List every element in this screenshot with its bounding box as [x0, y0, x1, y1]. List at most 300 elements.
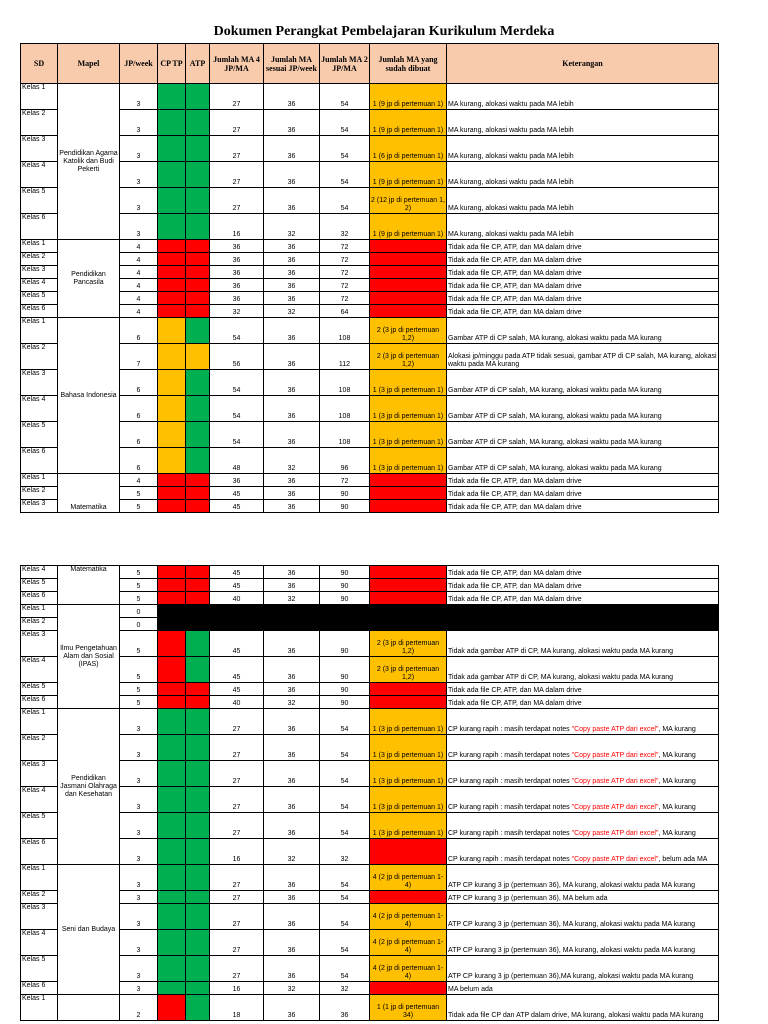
keterangan-suffix: , MA kurang: [658, 830, 696, 837]
col-header-jp: JP/week: [120, 44, 158, 84]
kelas-cell: Kelas 5: [21, 422, 58, 448]
table-row: [21, 735, 719, 761]
keterangan-cell: Tidak ada file CP, ATP, dan MA dalam drive: [447, 253, 719, 266]
keterangan-cell: Tidak ada file CP, ATP, dan MA dalam drive: [447, 474, 719, 487]
jp-cell: 5: [120, 631, 158, 657]
notes-red-text: "Copy paste ATP dari excel": [571, 830, 659, 837]
ma-sesuai-cell: 32: [264, 305, 320, 318]
atp-status: [186, 292, 210, 305]
atp-status: [186, 305, 210, 318]
table-row: [21, 292, 719, 305]
atp-status: [186, 240, 210, 253]
ma2-cell: 72: [320, 279, 370, 292]
kelas-cell: Kelas 1: [21, 240, 58, 253]
keterangan-cell: MA kurang, alokasi waktu pada MA lebih: [447, 84, 719, 110]
cptp-status: [158, 982, 186, 995]
keterangan-text: CP kurang rapih : masih terdapat notes: [448, 752, 570, 759]
ma-dibuat-cell: [370, 579, 447, 592]
atp-status: [186, 982, 210, 995]
ma-dibuat-cell: [370, 500, 447, 513]
ma2-cell: 108: [320, 422, 370, 448]
cptp-status: [158, 396, 186, 422]
jp-cell: 5: [120, 683, 158, 696]
kelas-cell: Kelas 3: [21, 370, 58, 396]
ma-dibuat-cell: 1 (3 jp di pertemuan 1): [370, 709, 447, 735]
cptp-status: [158, 566, 186, 579]
atp-status: [186, 136, 210, 162]
ma2-cell: 54: [320, 930, 370, 956]
ma-sesuai-cell: 36: [264, 891, 320, 904]
table-row: [21, 696, 719, 709]
jp-cell: 0: [120, 605, 158, 618]
atp-status: [186, 904, 210, 930]
ma-sesuai-cell: 32: [264, 448, 320, 474]
atp-status: [186, 162, 210, 188]
kelas-cell: Kelas 5: [21, 292, 58, 305]
atp-status: [186, 631, 210, 657]
ma4-cell: 32: [210, 305, 264, 318]
table-row: [21, 344, 719, 370]
table-row: [21, 566, 719, 579]
keterangan-cell: Tidak ada file CP, ATP, dan MA dalam drive: [447, 566, 719, 579]
ma-dibuat-cell: 1 (9 jp di pertemuan 1): [370, 84, 447, 110]
ma4-cell: 45: [210, 631, 264, 657]
jp-cell: 6: [120, 370, 158, 396]
ma-dibuat-cell: 1 (3 jp di pertemuan 1): [370, 396, 447, 422]
blacked-out-cells: [158, 605, 719, 631]
ma-sesuai-cell: 36: [264, 657, 320, 683]
cptp-status: [158, 253, 186, 266]
jp-cell: 6: [120, 448, 158, 474]
ma2-cell: 108: [320, 396, 370, 422]
table-row: [21, 995, 719, 1021]
table-row: [21, 956, 719, 982]
ma4-cell: 54: [210, 318, 264, 344]
kelas-cell: Kelas 1: [21, 995, 58, 1021]
atp-status: [186, 318, 210, 344]
ma2-cell: 90: [320, 566, 370, 579]
kelas-cell: Kelas 5: [21, 579, 58, 592]
table-row: [21, 474, 719, 487]
atp-status: [186, 396, 210, 422]
cptp-status: [158, 631, 186, 657]
keterangan-cell: MA kurang, alokasi waktu pada MA lebih: [447, 188, 719, 214]
ma2-cell: 72: [320, 266, 370, 279]
ma4-cell: 45: [210, 566, 264, 579]
kelas-cell: Kelas 4: [21, 787, 58, 813]
keterangan-cell: Tidak ada file CP, ATP, dan MA dalam drive: [447, 696, 719, 709]
ma4-cell: 40: [210, 696, 264, 709]
ma-dibuat-cell: 1 (3 jp di pertemuan 1): [370, 448, 447, 474]
atp-status: [186, 422, 210, 448]
jp-cell: 3: [120, 84, 158, 110]
jp-cell: 3: [120, 865, 158, 891]
table-row: [21, 631, 719, 657]
ma4-cell: 45: [210, 683, 264, 696]
ma4-cell: 27: [210, 904, 264, 930]
cptp-status: [158, 487, 186, 500]
ma2-cell: 72: [320, 240, 370, 253]
atp-status: [186, 839, 210, 865]
jp-cell: 3: [120, 891, 158, 904]
keterangan-cell: Tidak ada gambar ATP di CP, MA kurang, alokasi waktu pada MA kurang: [447, 631, 719, 657]
ma2-cell: 72: [320, 292, 370, 305]
ma-dibuat-cell: 1 (9 jp di pertemuan 1): [370, 162, 447, 188]
kelas-cell: Kelas 2: [21, 344, 58, 370]
keterangan-text: CP kurang rapih : masih terdapat notes: [448, 804, 570, 811]
ma-dibuat-cell: 1 (9 jp di pertemuan 1): [370, 110, 447, 136]
ma-dibuat-cell: [370, 292, 447, 305]
mapel-cell: Pendidikan Jasmani Olahraga dan Kesehatan: [58, 709, 120, 865]
col-header-mapel: Mapel: [58, 44, 120, 84]
keterangan-text: CP kurang rapih : masih terdapat notes: [448, 778, 570, 785]
table-row: [21, 188, 719, 214]
keterangan-text: CP kurang rapih : masih terdapat notes: [448, 856, 570, 863]
table-row: [21, 683, 719, 696]
atp-status: [186, 344, 210, 370]
ma4-cell: 27: [210, 110, 264, 136]
kelas-cell: Kelas 6: [21, 839, 58, 865]
cptp-status: [158, 813, 186, 839]
ma4-cell: 16: [210, 214, 264, 240]
keterangan-cell: Tidak ada file CP, ATP, dan MA dalam drive: [447, 240, 719, 253]
mapel-cell: Pendidikan Agama Katolik dan Budi Pekerti: [58, 84, 120, 240]
keterangan-suffix: , MA kurang: [658, 778, 696, 785]
ma-dibuat-cell: 2 (12 jp di pertemuan 1, 2): [370, 188, 447, 214]
jp-cell: 3: [120, 110, 158, 136]
ma-dibuat-cell: 1 (3 jp di pertemuan 1): [370, 422, 447, 448]
keterangan-cell: MA kurang, alokasi waktu pada MA lebih: [447, 136, 719, 162]
jp-cell: 3: [120, 904, 158, 930]
atp-status: [186, 253, 210, 266]
table-row: [21, 370, 719, 396]
cptp-status: [158, 579, 186, 592]
ma2-cell: 90: [320, 631, 370, 657]
jp-cell: 5: [120, 579, 158, 592]
jp-cell: 5: [120, 500, 158, 513]
ma-dibuat-cell: 1 (6 jp di pertemuan 1): [370, 136, 447, 162]
table-row: [21, 84, 719, 110]
ma-sesuai-cell: 36: [264, 396, 320, 422]
ma4-cell: 27: [210, 188, 264, 214]
ma4-cell: 54: [210, 422, 264, 448]
ma4-cell: 16: [210, 839, 264, 865]
ma-dibuat-cell: [370, 474, 447, 487]
ma4-cell: 36: [210, 292, 264, 305]
jp-cell: 5: [120, 487, 158, 500]
col-header-ma2: Jumlah MA 2 JP/MA: [320, 44, 370, 84]
ma2-cell: 108: [320, 370, 370, 396]
keterangan-cell: MA kurang, alokasi waktu pada MA lebih: [447, 214, 719, 240]
mapel-cell: Bahasa Indonesia: [58, 318, 120, 474]
cptp-status: [158, 709, 186, 735]
kelas-cell: Kelas 5: [21, 188, 58, 214]
ma2-cell: 90: [320, 500, 370, 513]
ma4-cell: 36: [210, 266, 264, 279]
ma2-cell: 32: [320, 839, 370, 865]
ma4-cell: 27: [210, 84, 264, 110]
ma4-cell: 27: [210, 956, 264, 982]
ma-sesuai-cell: 36: [264, 422, 320, 448]
cptp-status: [158, 292, 186, 305]
atp-status: [186, 110, 210, 136]
ma-sesuai-cell: 36: [264, 253, 320, 266]
jp-cell: 3: [120, 761, 158, 787]
mapel-label: Matematika: [70, 504, 107, 511]
ma-dibuat-cell: [370, 696, 447, 709]
ma4-cell: 56: [210, 344, 264, 370]
table-row: [21, 787, 719, 813]
ma2-cell: 32: [320, 214, 370, 240]
atp-status: [186, 683, 210, 696]
jp-cell: 4: [120, 279, 158, 292]
ma4-cell: 27: [210, 891, 264, 904]
ma2-cell: 112: [320, 344, 370, 370]
keterangan-cell: [447, 787, 719, 813]
ma4-cell: 27: [210, 813, 264, 839]
ma-sesuai-cell: 36: [264, 735, 320, 761]
table-row: [21, 904, 719, 930]
table-row: [21, 761, 719, 787]
ma2-cell: 54: [320, 735, 370, 761]
ma-sesuai-cell: 36: [264, 579, 320, 592]
mapel-label: Matematika: [70, 566, 107, 573]
table-row: [21, 253, 719, 266]
table-row: [21, 279, 719, 292]
ma2-cell: 54: [320, 904, 370, 930]
table-row: [21, 579, 719, 592]
mapel-cell: Pendidikan Pancasila: [58, 240, 120, 318]
keterangan-cell: MA kurang, alokasi waktu pada MA lebih: [447, 110, 719, 136]
atp-status: [186, 474, 210, 487]
keterangan-cell: Gambar ATP di CP salah, MA kurang, alokasi waktu pada MA kurang: [447, 318, 719, 344]
kelas-cell: Kelas 6: [21, 592, 58, 605]
cptp-status: [158, 761, 186, 787]
ma-sesuai-cell: 36: [264, 136, 320, 162]
kelas-cell: Kelas 2: [21, 891, 58, 904]
ma-dibuat-cell: [370, 240, 447, 253]
atp-status: [186, 657, 210, 683]
jp-cell: 3: [120, 136, 158, 162]
ma-dibuat-cell: [370, 982, 447, 995]
ma-sesuai-cell: 36: [264, 318, 320, 344]
kelas-cell: Kelas 4: [21, 566, 58, 579]
ma4-cell: 27: [210, 735, 264, 761]
ma-sesuai-cell: 36: [264, 370, 320, 396]
jp-cell: 5: [120, 566, 158, 579]
ma-sesuai-cell: 36: [264, 787, 320, 813]
cptp-status: [158, 865, 186, 891]
ma2-cell: 54: [320, 110, 370, 136]
keterangan-cell: Tidak ada file CP, ATP, dan MA dalam drive: [447, 579, 719, 592]
atp-status: [186, 214, 210, 240]
ma-sesuai-cell: 36: [264, 566, 320, 579]
kelas-cell: Kelas 1: [21, 709, 58, 735]
ma2-cell: 90: [320, 579, 370, 592]
page-title: Dokumen Perangkat Pembelajaran Kurikulum Merdeka: [213, 24, 555, 39]
ma-dibuat-cell: 1 (3 jp di pertemuan 1): [370, 735, 447, 761]
keterangan-cell: MA kurang, alokasi waktu pada MA lebih: [447, 162, 719, 188]
atp-status: [186, 188, 210, 214]
ma2-cell: 54: [320, 956, 370, 982]
ma-sesuai-cell: 36: [264, 279, 320, 292]
cptp-status: [158, 657, 186, 683]
jp-cell: 5: [120, 657, 158, 683]
ma-dibuat-cell: 1 (3 jp di pertemuan 1): [370, 813, 447, 839]
ma4-cell: 45: [210, 487, 264, 500]
cptp-status: [158, 735, 186, 761]
table-row: [21, 266, 719, 279]
keterangan-suffix: , MA kurang: [658, 726, 696, 733]
notes-red-text: "Copy paste ATP dari excel": [571, 856, 659, 863]
ma2-cell: 90: [320, 592, 370, 605]
atp-status: [186, 579, 210, 592]
jp-cell: 4: [120, 240, 158, 253]
jp-cell: 5: [120, 696, 158, 709]
jp-cell: 6: [120, 318, 158, 344]
keterangan-cell: Tidak ada file CP, ATP, dan MA dalam drive: [447, 683, 719, 696]
keterangan-cell: [447, 709, 719, 735]
ma-dibuat-cell: [370, 592, 447, 605]
cptp-status: [158, 318, 186, 344]
col-header-cptp: CP TP: [158, 44, 186, 84]
ma2-cell: 90: [320, 657, 370, 683]
atp-status: [186, 995, 210, 1021]
ma2-cell: 54: [320, 865, 370, 891]
cptp-status: [158, 995, 186, 1021]
ma-sesuai-cell: 36: [264, 292, 320, 305]
kelas-cell: Kelas 1: [21, 474, 58, 487]
jp-cell: 2: [120, 995, 158, 1021]
ma2-cell: 54: [320, 813, 370, 839]
kelas-cell: Kelas 3: [21, 631, 58, 657]
ma2-cell: 108: [320, 318, 370, 344]
ma-sesuai-cell: 36: [264, 930, 320, 956]
keterangan-suffix: , belum ada MA: [658, 856, 708, 863]
cptp-status: [158, 592, 186, 605]
jp-cell: 0: [120, 618, 158, 631]
ma-dibuat-cell: [370, 487, 447, 500]
keterangan-suffix: , MA kurang: [658, 752, 696, 759]
cptp-status: [158, 422, 186, 448]
ma4-cell: 36: [210, 240, 264, 253]
ma4-cell: 36: [210, 279, 264, 292]
ma2-cell: 54: [320, 84, 370, 110]
table-row: [21, 318, 719, 344]
ma2-cell: 32: [320, 982, 370, 995]
cptp-status: [158, 110, 186, 136]
kelas-cell: Kelas 3: [21, 266, 58, 279]
keterangan-cell: [447, 735, 719, 761]
ma-dibuat-cell: [370, 266, 447, 279]
cptp-status: [158, 136, 186, 162]
ma-dibuat-cell: 1 (1 jp di pertemuan 34): [370, 995, 447, 1021]
ma4-cell: 27: [210, 162, 264, 188]
col-header-ma-dibuat: Jumlah MA yang sudah dibuat: [370, 44, 447, 84]
table-row: [21, 396, 719, 422]
kelas-cell: Kelas 1: [21, 605, 58, 618]
ma-dibuat-cell: 2 (3 jp di pertemuan 1,2): [370, 631, 447, 657]
table-row: [21, 240, 719, 253]
kelas-cell: Kelas 4: [21, 396, 58, 422]
ma-dibuat-cell: [370, 305, 447, 318]
keterangan-cell: [447, 813, 719, 839]
mapel-cell: Ilmu Pengetahuan Alam dan Sosial (IPAS): [58, 605, 120, 709]
ma-dibuat-cell: 1 (3 jp di pertemuan 1): [370, 370, 447, 396]
jp-cell: 3: [120, 930, 158, 956]
jp-cell: 3: [120, 214, 158, 240]
cptp-status: [158, 344, 186, 370]
ma-sesuai-cell: 36: [264, 344, 320, 370]
jp-cell: 6: [120, 422, 158, 448]
table-row: [21, 110, 719, 136]
jp-cell: 4: [120, 266, 158, 279]
keterangan-suffix: , MA kurang: [658, 804, 696, 811]
table-row: [21, 214, 719, 240]
ma2-cell: 72: [320, 253, 370, 266]
ma2-cell: 64: [320, 305, 370, 318]
atp-status: [186, 566, 210, 579]
ma2-cell: 90: [320, 487, 370, 500]
ma4-cell: 45: [210, 657, 264, 683]
atp-status: [186, 735, 210, 761]
keterangan-cell: ATP CP kurang 3 jp (pertemuan 36),MA kurang, alokasi waktu pada MA kurang: [447, 956, 719, 982]
atp-status: [186, 500, 210, 513]
ma2-cell: 96: [320, 448, 370, 474]
ma4-cell: 27: [210, 709, 264, 735]
jp-cell: 3: [120, 813, 158, 839]
status-table-page-1: [20, 43, 719, 513]
jp-cell: 5: [120, 592, 158, 605]
ma-sesuai-cell: 36: [264, 487, 320, 500]
atp-status: [186, 787, 210, 813]
ma-sesuai-cell: 36: [264, 631, 320, 657]
jp-cell: 3: [120, 956, 158, 982]
ma-sesuai-cell: 32: [264, 696, 320, 709]
cptp-status: [158, 500, 186, 513]
jp-cell: 6: [120, 396, 158, 422]
jp-cell: 3: [120, 787, 158, 813]
table-row: [21, 657, 719, 683]
ma-dibuat-cell: [370, 683, 447, 696]
ma-dibuat-cell: 1 (9 jp di pertemuan 1): [370, 214, 447, 240]
keterangan-cell: Tidak ada file CP, ATP, dan MA dalam drive: [447, 292, 719, 305]
notes-red-text: "Copy paste ATP dari excel": [571, 752, 659, 759]
ma-dibuat-cell: 1 (3 jp di pertemuan 1): [370, 787, 447, 813]
ma-sesuai-cell: 36: [264, 709, 320, 735]
keterangan-cell: [447, 839, 719, 865]
keterangan-cell: Tidak ada file CP, ATP, dan MA dalam drive: [447, 279, 719, 292]
col-header-sd: SD: [21, 44, 58, 84]
atp-status: [186, 891, 210, 904]
ma2-cell: 54: [320, 188, 370, 214]
atp-status: [186, 956, 210, 982]
atp-status: [186, 709, 210, 735]
mapel-cell: Seni dan Budaya: [58, 865, 120, 995]
ma-sesuai-cell: 36: [264, 188, 320, 214]
table-row: [21, 136, 719, 162]
jp-cell: 4: [120, 292, 158, 305]
keterangan-cell: ATP CP kurang 3 jp (pertemuan 36), MA belum ada: [447, 891, 719, 904]
kelas-cell: Kelas 3: [21, 904, 58, 930]
jp-cell: 3: [120, 839, 158, 865]
kelas-cell: Kelas 2: [21, 253, 58, 266]
ma-sesuai-cell: 36: [264, 266, 320, 279]
kelas-cell: Kelas 3: [21, 136, 58, 162]
ma4-cell: 36: [210, 253, 264, 266]
jp-cell: 3: [120, 162, 158, 188]
ma2-cell: 54: [320, 162, 370, 188]
